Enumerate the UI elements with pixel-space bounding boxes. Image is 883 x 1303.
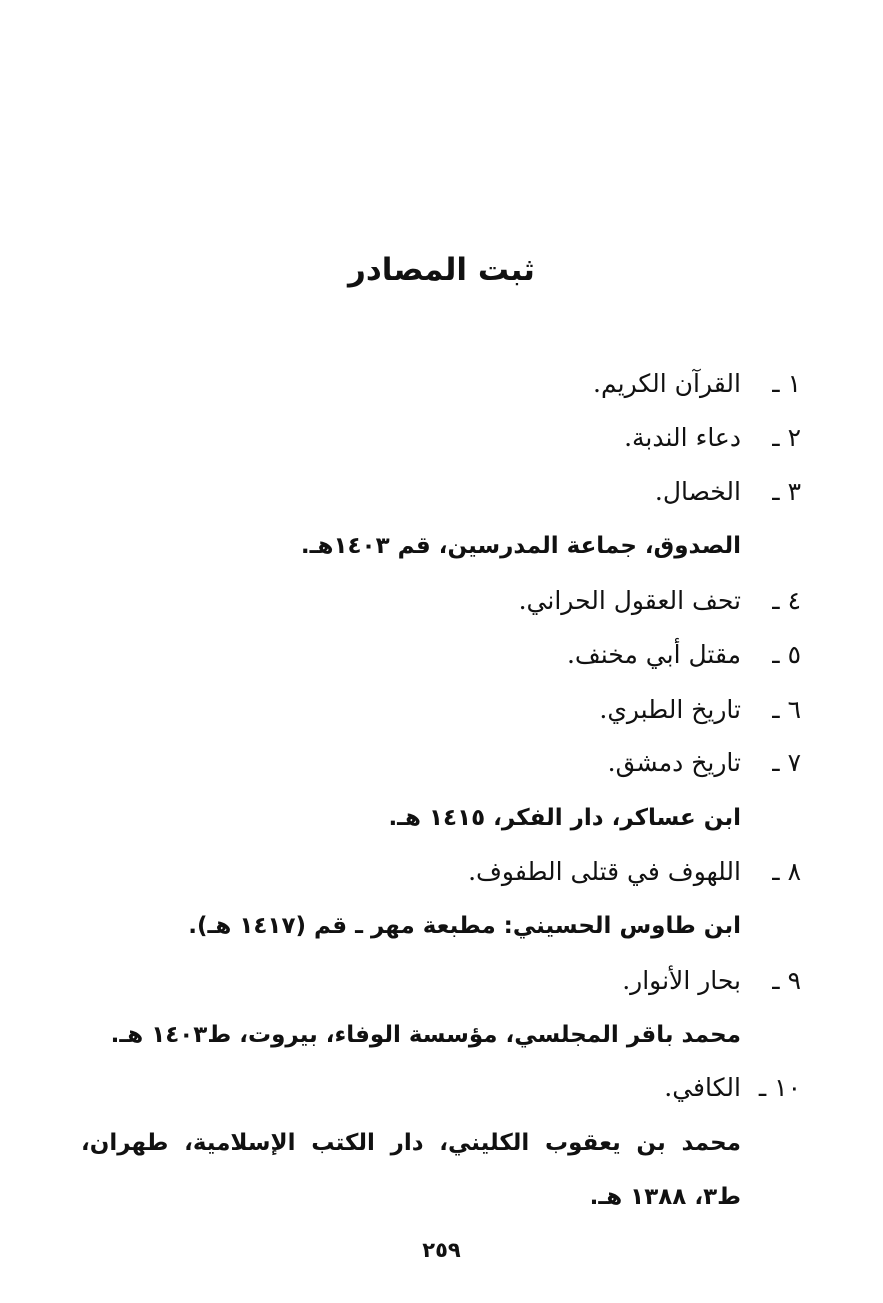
source-entry-8: [41, 852, 801, 892]
entry-number: ٨ ـ: [772, 857, 801, 886]
entry-title: تاريخ الطبري.: [599, 695, 741, 724]
source-entry-9: [41, 961, 801, 1001]
source-8-author: ابن طاوس الحسيني: مطبعة مهر ـ قم (١٤١٧ هـ).: [188, 913, 741, 939]
entry-title: تاريخ دمشق.: [607, 748, 741, 777]
source-entry-6: [41, 690, 801, 730]
source-entry-7: [41, 743, 801, 783]
page-number: ٢٥٩: [422, 1238, 461, 1262]
entry-number: ٦ ـ: [772, 695, 801, 724]
source-3-author: الصدوق، جماعة المدرسين، قم ١٤٠٣هـ.: [300, 533, 741, 559]
source-entry-1: [41, 364, 801, 404]
source-entry-3: [41, 472, 801, 512]
source-entry-10: [41, 1068, 801, 1108]
entry-number: ٩ ـ: [772, 966, 801, 995]
entry-title: دعاء الندبة.: [624, 423, 741, 452]
entry-title: الكافي.: [664, 1073, 741, 1102]
entry-title: الخصال.: [654, 477, 741, 506]
entry-number: ٢ ـ: [772, 423, 801, 452]
source-10-author: محمد بن يعقوب الكليني، دار الكتب الإسلامية، طهران، ط٣، ١٣٨٨ هـ.: [81, 1130, 741, 1210]
source-7-author: ابن عساكر، دار الفكر، ١٤١٥ هـ.: [388, 805, 741, 831]
entry-number: ٤ ـ: [772, 586, 801, 615]
entry-number: ١٠ ـ: [758, 1073, 801, 1102]
source-9-author: محمد باقر المجلسي، مؤسسة الوفاء، بيروت، ط١٤٠٣ هـ.: [110, 1022, 741, 1048]
entry-number: ٧ ـ: [772, 748, 801, 777]
source-entry-4: [41, 581, 801, 621]
entry-number: ٥ ـ: [772, 640, 801, 669]
entry-number: ١ ـ: [772, 369, 801, 398]
entry-title: مقتل أبي مخنف.: [566, 640, 741, 669]
entry-title: تحف العقول الحراني.: [518, 586, 741, 615]
entry-number: ٣ ـ: [772, 477, 801, 506]
source-entry-2: [41, 418, 801, 458]
page-title: ثبت المصادر: [348, 252, 535, 288]
entry-title: اللهوف في قتلى الطفوف.: [468, 857, 741, 886]
entry-title: القرآن الكريم.: [593, 369, 741, 398]
entry-title: بحار الأنوار.: [622, 966, 741, 995]
source-entry-5: [41, 635, 801, 675]
